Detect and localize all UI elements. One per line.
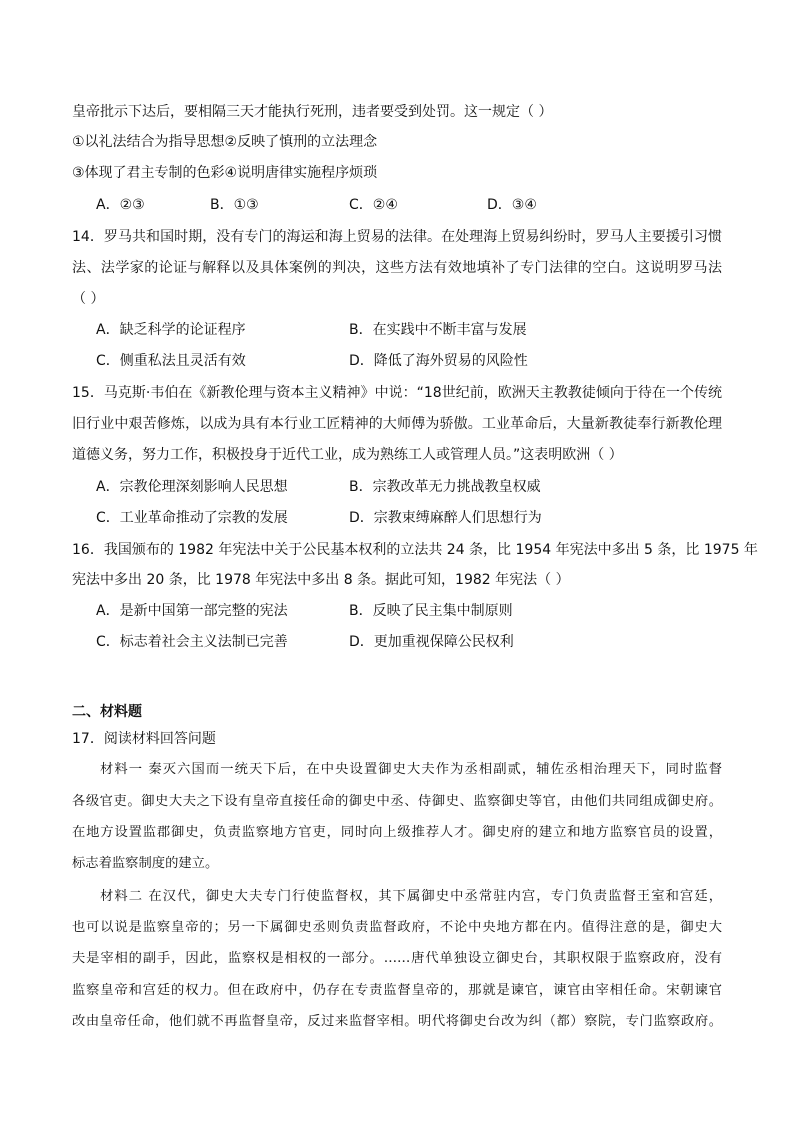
q13-stem-line-2: ①以礼法结合为指导思想②反映了慎刑的立法理念 xyxy=(72,134,378,150)
q15-option-a[interactable]: A．宗教伦理深刻影响人民思想 xyxy=(96,479,288,495)
q16-stem-line-1: 16．我国颁布的 1982 年宪法中关于公民基本权利的立法共 24 条，比 1954 年宪法中多出 5 条，比 1975 年 xyxy=(72,542,758,558)
q13-option-d[interactable]: D．③④ xyxy=(487,197,537,213)
q15-stem-line-2: 旧行业中艰苦修炼，以成为具有本行业工匠精神的大师傅为骄傲。工业革命后，大量新教徒奉行新教伦理 xyxy=(72,416,722,432)
q15-option-c[interactable]: C．工业革命推动了宗教的发展 xyxy=(96,510,288,526)
material1-line-2: 各级官吏。御史大夫之下设有皇帝直接任命的御史中丞、侍御史、监察御史等官，由他们共同组成御史府。 xyxy=(72,794,722,809)
q15-stem-line-1: 15．马克斯·韦伯在《新教伦理与资本主义精神》中说：“18世纪前，欧洲天主教教徒倾向于待在一个传统 xyxy=(72,385,722,401)
q16-stem-line-2: 宪法中多出 20 条，比 1978 年宪法中多出 8 条。据此可知，1982 年宪法（ ） xyxy=(72,572,570,588)
q15-stem-line-3: 道德义务，努力工作，积极投身于近代工业，成为熟练工人或管理人员。”这表明欧洲（ ） xyxy=(72,447,623,463)
q13-option-c[interactable]: C．②④ xyxy=(349,197,398,213)
material2-line-1: 材料二 在汉代，御史大夫专门行使监督权，其下属御史中丞常驻内宫，专门负责监督王室和宫廷， xyxy=(100,889,722,904)
q14-option-d[interactable]: D．降低了海外贸易的风险性 xyxy=(349,353,528,369)
q15-option-b[interactable]: B．宗教改革无力挑战教皇权威 xyxy=(349,479,541,495)
q13-option-a[interactable]: A．②③ xyxy=(96,197,145,213)
material2-line-2: 也可以说是监察皇帝的；另一下属御史丞则负责监督政府，不论中央地方都在内。值得注意的是，御史大 xyxy=(72,920,722,935)
material1-line-3: 在地方设置监郡御史，负责监察地方官吏，同时向上级推荐人才。御史府的建立和地方监察官员的设置， xyxy=(72,825,722,840)
q14-option-b[interactable]: B．在实践中不断丰富与发展 xyxy=(349,322,527,338)
q13-stem-line-3: ③体现了君主专制的色彩④说明唐律实施程序烦琐 xyxy=(72,165,378,181)
q14-option-a[interactable]: A．缺乏科学的论证程序 xyxy=(96,322,246,338)
q16-option-a[interactable]: A．是新中国第一部完整的宪法 xyxy=(96,603,288,619)
q13-stem-line-1: 皇帝批示下达后，要相隔三天才能执行死刑，违者要受到处罚。这一规定（ ） xyxy=(72,104,553,120)
q16-option-c[interactable]: C．标志着社会主义法制已完善 xyxy=(96,634,288,650)
q16-option-d[interactable]: D．更加重视保障公民权利 xyxy=(349,634,514,650)
material1-line-1: 材料一 秦灭六国而一统天下后，在中央设置御史大夫作为丞相副贰，辅佐丞相治理天下，同时监督 xyxy=(100,762,722,777)
material2-line-3: 夫是宰相的副手，因此，监察权是相权的一部分。……唐代单独设立御史台，其职权限于监察政府，没有 xyxy=(72,951,722,966)
material1-line-4: 标志着监察制度的建立。 xyxy=(72,856,219,871)
q14-stem-line-3: （ ） xyxy=(72,291,105,307)
q15-option-d[interactable]: D．宗教束缚麻醉人们思想行为 xyxy=(349,510,542,526)
material2-line-5: 改由皇帝任命，他们就不再监督皇帝，反过来监督宰相。明代将御史台改为纠（都）察院，专门监察政府。 xyxy=(72,1014,722,1029)
q14-stem-line-2: 法、法学家的论证与解释以及具体案例的判决，这些方法有效地填补了专门法律的空白。这说明罗马法 xyxy=(72,260,722,276)
q13-option-b[interactable]: B．①③ xyxy=(210,197,259,213)
section-title: 二、材料题 xyxy=(72,704,142,720)
q16-option-b[interactable]: B．反映了民主集中制原则 xyxy=(349,603,513,619)
material2-line-4: 监察皇帝和宫廷的权力。但在政府中，仍存在专责监督皇帝的，那就是谏官，谏官由宰相任命。宋朝谏官 xyxy=(72,983,722,998)
q14-option-c[interactable]: C．侧重私法且灵活有效 xyxy=(96,353,246,369)
q14-stem-line-1: 14．罗马共和国时期，没有专门的海运和海上贸易的法律。在处理海上贸易纠纷时，罗马人主要援引习惯 xyxy=(72,229,722,245)
q17-title: 17．阅读材料回答问题 xyxy=(72,731,216,747)
